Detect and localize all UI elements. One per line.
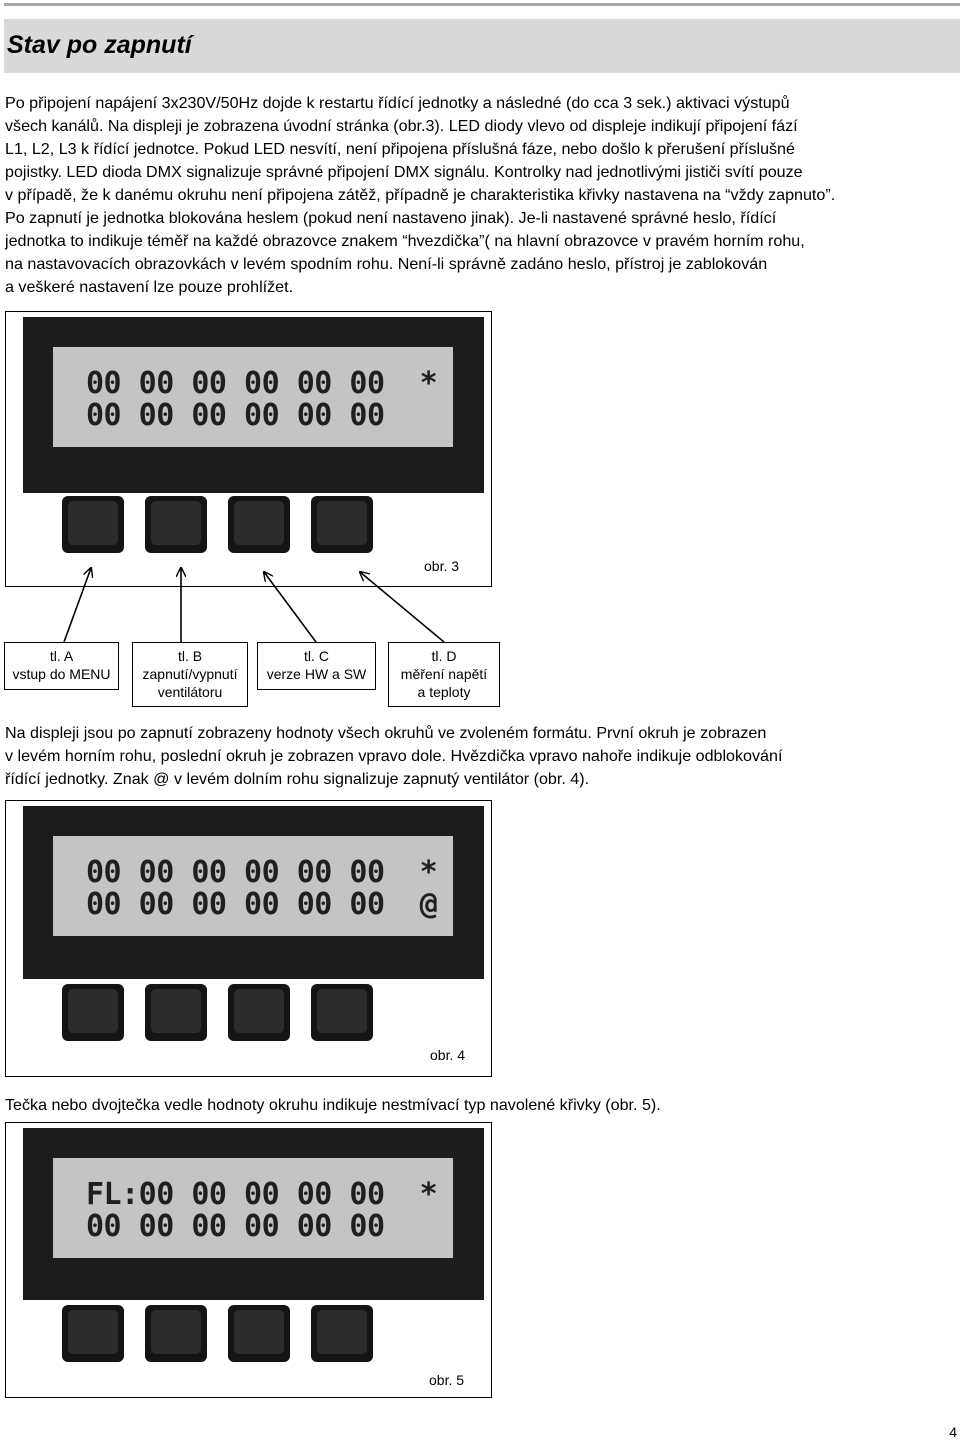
figure-caption: obr. 4: [430, 1047, 466, 1063]
arrow-a: [64, 568, 91, 642]
lcd-line-2: 00 00 00 00 00 00: [86, 1209, 385, 1244]
text-line: řídící jednotky. Znak @ v levém dolním rohu signalizuje zapnutý ventilátor (obr. 4).: [5, 770, 590, 788]
section-title: Stav po zapnutí: [7, 31, 192, 59]
lcd-bezel: [23, 1128, 484, 1300]
label-line: tl. D: [431, 648, 457, 664]
label-button-d: [388, 642, 500, 707]
lcd-bezel: [23, 806, 484, 979]
text-line: Na displeji jsou po zapnutí zobrazeny hodnoty všech okruhů ve zvoleném formátu. První okruh je zobrazen: [5, 724, 767, 742]
label-line: verze HW a SW: [266, 666, 367, 682]
button-b[interactable]: [145, 984, 207, 1041]
figure-caption: obr. 5: [429, 1372, 465, 1388]
figure-5: [5, 1122, 492, 1398]
arrow-c: [264, 572, 316, 642]
text-line: pojistky. LED dioda DMX signalizuje správné připojení DMX signálu. Kontrolky nad jednotlivými jističi svítí pouze: [5, 163, 803, 181]
label-line: zapnutí/vypnutí: [142, 666, 238, 682]
lcd-screen: [53, 1158, 453, 1258]
label-button-c: [257, 642, 376, 690]
label-line: měření napětí: [400, 666, 488, 682]
label-line: tl. A: [49, 648, 74, 664]
lcd-line-2: 00 00 00 00 00 00: [86, 398, 385, 433]
label-line: tl. C: [304, 648, 329, 664]
text-line: L1, L2, L3 k řídící jednotce. Pokud LED nesvítí, není připojena příslušná fáze, nebo došlo k přerušení příslušné: [5, 140, 795, 158]
dot-paragraph: [5, 1094, 955, 1117]
label-line: ventilátoru: [157, 684, 223, 700]
label-line: a teploty: [417, 684, 471, 700]
text-line: všech kanálů. Na displeji je zobrazena úvodní stránka (obr.3). LED diody vlevo od displeje indikují připojení fází: [5, 117, 798, 135]
button-c[interactable]: [228, 1305, 290, 1362]
text-line: v levém horním rohu, poslední okruh je zobrazen vpravo dole. Hvězdička vpravo nahoře indikuje odblokování: [5, 747, 783, 765]
lcd-line-1: 00 00 00 00 00 00 *: [86, 366, 438, 401]
label-line: vstup do MENU: [12, 666, 111, 682]
label-line: tl. B: [177, 648, 203, 664]
button-d[interactable]: [311, 1305, 373, 1362]
page-number: 4: [949, 1424, 957, 1440]
text-line: jednotka to indikuje téměř na každé obrazovce znakem “hvezdička”( na hlavní obrazovce v pravém horním rohu,: [5, 232, 805, 250]
text-line: Po zapnutí je jednotka blokována heslem (pokud není nastaveno jinak). Je-li nastavené správné heslo, řídící: [5, 209, 777, 227]
button-a[interactable]: [62, 1305, 124, 1362]
text-line: a veškeré nastavení lze pouze prohlížet.: [5, 278, 294, 296]
arrow-d: [360, 572, 444, 642]
callout-arrows: [0, 0, 960, 720]
button-b[interactable]: [145, 1305, 207, 1362]
button-a[interactable]: [62, 984, 124, 1041]
lcd-screen: [53, 836, 453, 936]
text-line: na nastavovacích obrazovkách v levém spodním rohu. Není-li správně zadáno heslo, přístroj je zablokován: [5, 255, 768, 273]
button-d[interactable]: [311, 984, 373, 1041]
figure-caption: obr. 3: [424, 558, 460, 574]
figure-4: [5, 800, 492, 1077]
lcd-line-1: FL:00 00 00 00 00 *: [86, 1177, 438, 1212]
label-button-b: [132, 642, 248, 707]
button-c[interactable]: [228, 984, 290, 1041]
text-line: Po připojení napájení 3x230V/50Hz dojde k restartu řídící jednotky a následné (do cca 3 sek.) aktivaci výstupů: [5, 94, 790, 112]
middle-paragraph: [5, 722, 955, 791]
lcd-line-2: 00 00 00 00 00 00 @: [86, 887, 438, 922]
text-line: v případě, že k danému okruhu není připojena zátěž, případně je charakteristika křivky nastavena na “vždy zapnuto”.: [5, 186, 836, 204]
text-line: Tečka nebo dvojtečka vedle hodnoty okruhu indikuje nestmívací typ navolené křivky (obr. 5).: [5, 1096, 661, 1114]
label-button-a: [4, 642, 119, 690]
lcd-line-1: 00 00 00 00 00 00 *: [86, 855, 438, 890]
